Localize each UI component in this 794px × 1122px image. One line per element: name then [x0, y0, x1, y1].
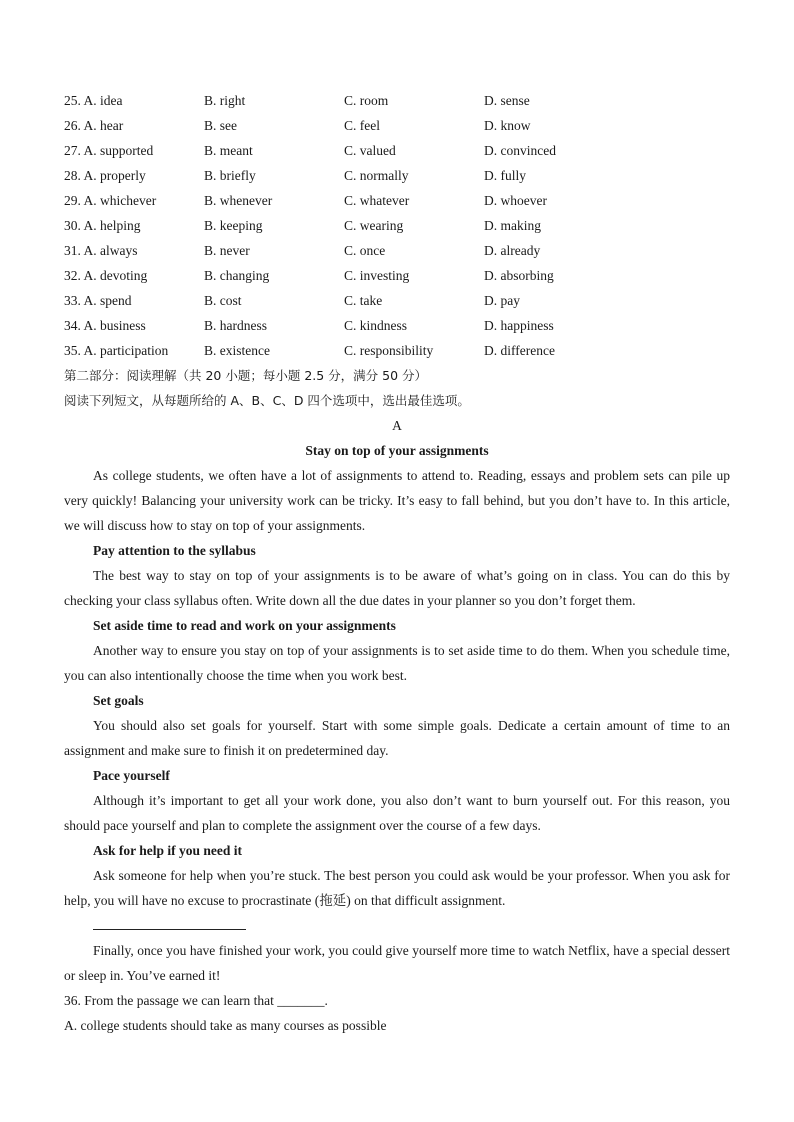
option-b: B. briefly: [204, 168, 256, 183]
option-c: C. take: [344, 293, 383, 308]
passage-title: Stay on top of your assignments: [305, 443, 489, 458]
section-title: 第二部分：阅读理解（共 20 小题；每小题 2.5 分，满分 50 分）: [64, 368, 428, 383]
option-a: 31. A. always: [64, 243, 138, 258]
option-a: 30. A. helping: [64, 218, 141, 233]
section-paragraph: Ask someone for help when you’re stuck. The best person you could ask would be your professor. When you ask for help, you will have no excuse to procrastinate (拖延) on that difficult assignment.: [64, 868, 730, 908]
option-row: [64, 213, 730, 238]
option-a: 27. A. supported: [64, 143, 154, 158]
option-c: C. kindness: [344, 318, 408, 333]
option-b: B. cost: [204, 293, 242, 308]
option-b: B. meant: [204, 143, 253, 158]
option-b: B. right: [204, 93, 246, 108]
option-c: C. investing: [344, 268, 410, 283]
option-row: [64, 188, 730, 213]
option-b: B. see: [204, 118, 237, 133]
option-a: 33. A. spend: [64, 293, 132, 308]
option-b: B. never: [204, 243, 250, 258]
blank-line: [64, 913, 730, 938]
question-stem: 36. From the passage we can learn that _______.: [64, 993, 328, 1008]
option-d: D. happiness: [484, 318, 554, 333]
option-d: D. sense: [484, 93, 530, 108]
option-b: B. whenever: [204, 193, 273, 208]
exam-page: [64, 88, 730, 1038]
passage-intro: As college students, we often have a lot of assignments to attend to. Reading, essays and problem sets can pile up very quickly! Balancing your university work can be tricky. It’s easy to fall behind, but you don’t have to. In this article, we will discuss how to stay on top of your assignments.: [64, 468, 730, 533]
option-d: D. convinced: [484, 143, 556, 158]
option-d: D. whoever: [484, 193, 547, 208]
option-a: 34. A. business: [64, 318, 146, 333]
option-row: [64, 138, 730, 163]
option-row: [64, 313, 730, 338]
option-row: [64, 113, 730, 138]
option-b: B. changing: [204, 268, 270, 283]
option-b: B. keeping: [204, 218, 263, 233]
option-a: 29. A. whichever: [64, 193, 157, 208]
option-row: [64, 88, 730, 113]
option-c: C. responsibility: [344, 343, 434, 358]
option-b: B. hardness: [204, 318, 267, 333]
option-a: 26. A. hear: [64, 118, 124, 133]
option-row: [64, 288, 730, 313]
question-option-a: A. college students should take as many courses as possible: [64, 1018, 387, 1033]
option-a: 25. A. idea: [64, 93, 123, 108]
section-instruction: 阅读下列短文，从每题所给的 A、B、C、D 四个选项中，选出最佳选项。: [64, 393, 470, 408]
option-c: C. normally: [344, 168, 409, 183]
options-table: [64, 88, 730, 363]
section-paragraph: Another way to ensure you stay on top of your assignments is to set aside time to do them. When you schedule time, you can also intentionally choose the time when you work best.: [64, 643, 730, 683]
section-heading: Set goals: [93, 693, 144, 708]
option-a: 32. A. devoting: [64, 268, 148, 283]
option-c: C. room: [344, 93, 389, 108]
option-c: C. valued: [344, 143, 396, 158]
section-heading: Set aside time to read and work on your assignments: [93, 618, 396, 633]
option-c: C. wearing: [344, 218, 404, 233]
option-d: D. pay: [484, 293, 520, 308]
option-row: [64, 338, 730, 363]
option-d: D. making: [484, 218, 541, 233]
option-d: D. difference: [484, 343, 555, 358]
passage-closing: Finally, once you have finished your work, you could give yourself more time to watch Netflix, have a special dessert or sleep in. You’ve earned it!: [64, 943, 730, 983]
option-d: D. absorbing: [484, 268, 554, 283]
option-b: B. existence: [204, 343, 270, 358]
option-d: D. already: [484, 243, 541, 258]
option-row: [64, 163, 730, 188]
section-heading: Pay attention to the syllabus: [93, 543, 256, 558]
option-d: D. fully: [484, 168, 526, 183]
passage-label: A: [392, 418, 402, 433]
option-c: C. once: [344, 243, 386, 258]
section-paragraph: The best way to stay on top of your assignments is to be aware of what’s going on in class. You can do this by checking your class syllabus often. Write down all the due dates in your planner so you don’t forget them.: [64, 568, 730, 608]
option-row: [64, 263, 730, 288]
option-a: 35. A. participation: [64, 343, 169, 358]
option-c: C. feel: [344, 118, 380, 133]
section-heading: Ask for help if you need it: [93, 843, 243, 858]
option-row: [64, 238, 730, 263]
section-heading: Pace yourself: [93, 768, 170, 783]
option-c: C. whatever: [344, 193, 410, 208]
blank-rule: [93, 929, 246, 930]
section-paragraph: Although it’s important to get all your work done, you also don’t want to burn yourself out. For this reason, you should pace yourself and plan to complete the assignment over the course of a few days.: [64, 793, 730, 833]
section-paragraph: You should also set goals for yourself. Start with some simple goals. Dedicate a certain amount of time to an assignment and make sure to finish it on predetermined day.: [64, 718, 730, 758]
option-a: 28. A. properly: [64, 168, 146, 183]
option-d: D. know: [484, 118, 531, 133]
